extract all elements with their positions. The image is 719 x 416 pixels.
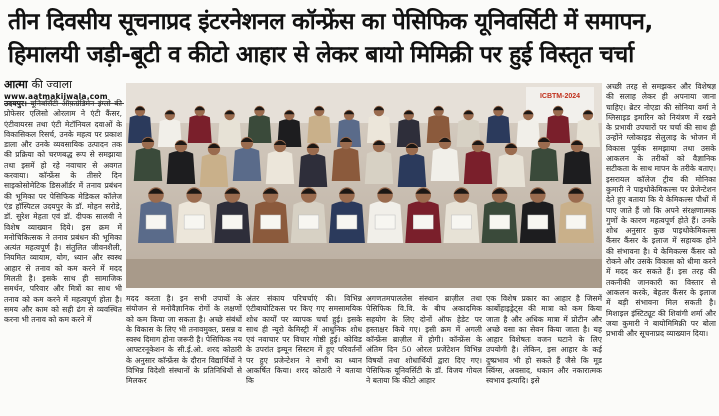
article-column-4 xyxy=(366,294,482,406)
headline xyxy=(8,6,712,72)
certificate-2 xyxy=(222,215,242,229)
article-column-6 xyxy=(606,82,716,406)
column-6-text: अच्छी तरह से समझकर और विशेषज्ञ की सलाह लेकर ही अपनाया जाना चाहिए। ब्रेटर नोएडा की सोनिया वर्मा ने ग्लिसाइड इमारिन को नियंत्रण में रखने के प्रभावी उपचारों पर चर्चा की साथ ही उन्होंने ग्लोकाइड सेलुलाइ के भोजन में विकास पूर्वक समझाया तथा उसके आकलन के तरीकों को वैज्ञानिक सटीकता के साथ मापन के तरीके बताए। इसरायल कॉलेज ट्रीय की मोनिका कुमारी ने पाइथोकेमिकल्स पर प्रेजेन्टेशन देते हुए बताया कि ये केमिकल्स पौधों में पाए जाते हैं जो कि अपने संरक्षणात्मक गुणों के कारण महत्वपूर्ण होते हैं। उनके शोध अनुसार कुछ पाइथोकेमिकल्स कैंसर कैंसर के इलाज में सहायक होने की संभावना है। ये केमिकल्स कैंसर को रोकने और उसके विकास को धीमा करने में मदद कर सकते हैं। इस तरह की तकनीकी जानकारी का विस्तार से आकलन करके, बेहतर कैंसर के इलाज में बड़ी संभावना मिल सकती है। मिशाइल इंस्टिट्यूट की शिवांगी शर्मा और जया कुमारी ने बायोमिमिक्री पर बोला प्रभावी और सूचनाप्रद व्याख्यान दिया। xyxy=(606,82,716,339)
column-2-text: मदद करता है। इन सभी उपायों के संयोजन से मनोवैज्ञानिक रोगों के लक्षणों को कम किया जा सकता है। अच्छे संबंधों के विकास के लिए भी तनावमुक्त, प्रसन्न व स्वस्थ दिमाग होना जरूरी है। पेसिफिक नय आफ्टरनूकेशन के सी.ई.ओ. शरद कोठारी के अनुसार कॉन्फ्रेंस के दौरान विद्यार्थियों ने विभिन्न विदेशी संस्थानों के प्रतिनिधियों से मिलकर xyxy=(126,294,242,386)
certificate-4 xyxy=(299,215,319,229)
dateline: उदयपुर। xyxy=(4,99,27,108)
certificate-11 xyxy=(566,215,586,229)
banner-text: ICBTM-2024 xyxy=(539,93,581,100)
column-4-text: अगणतमपाललेस संस्थान ब्राज़ील तथा पेसिफिक वि.वि. के बीच अकादमिक सहयोग के लिए दोनों ऑफ हेडेट पर हस्ताक्षर किये गए। इसी क्रम में अगली कॉन्फ्रेंस ब्राज़ील में होगी। कॉन्फ्रेंस के अंतिम दिन 50 ओरल प्रजेंटेशन विभिन्न विषयों तथा शोधार्थियों द्वारा दिए गए। पेसिफिक यूनिवर्सिटी के डॉ. विजय गोयल ने बताया कि कीटो आहार xyxy=(366,294,482,386)
column-5-text: एक विशेष प्रकार का आहार है जिसमें कार्बोहाइड्रेट्स की मात्रा को कम किया जाता है और अधिक मात्रा में प्रोटीन और अच्छे वसा का सेवन किया जाता है। यह आहार विशेषतः वजन घटाने के लिए उपयोगी है। लेकिन, इस आहार के कई दुष्प्रभाव भी हो सकते हैं जैसे कि मूड स्विंग्स, अवसाद, थकान और नकारात्मक स्वभाव इत्यादि। इसे xyxy=(486,294,602,386)
headline-line-1: तीन दिवसीय सूचनाप्रद इंटरनेशनल कॉन्फ्रेंस का पेसिफिक यूनिवर्सिटी में समापन, xyxy=(8,9,653,35)
masthead-brand xyxy=(4,77,124,92)
article-column-2 xyxy=(126,294,242,406)
brand-part-2: की ज्वाला xyxy=(31,78,72,91)
article-column-3 xyxy=(246,294,362,406)
certificate-8 xyxy=(451,215,471,229)
article-column-5 xyxy=(486,294,602,406)
headline-line-2: हिमालयी जड़ी-बूटी व कीटो आहार से लेकर बायो मिमिक्री पर हुई विस्तृत चर्चा xyxy=(8,42,634,68)
certificate-3 xyxy=(261,215,281,229)
group-photo-illustration xyxy=(126,83,602,288)
certificate-7 xyxy=(413,215,433,229)
certificate-6 xyxy=(375,215,395,229)
masthead-website[interactable]: www.aatmakijwala.com xyxy=(4,92,108,101)
column-1-text: यूनिवर्सिटी ऑफ़ग्रेडिमेन इंग्लो की प्रोफेसर एलिसो ओरलाम ने एंटी कैंसर, एंटीवायरस तथा एंटी मेटॉनियल दवाओं के विकासिकल रिसर्च, उनके महत्व पर प्रकाश डाला और उनके व्यवसायिक उत्पादन तक की प्रक्रिया को चरणबद्ध रूप से समझाया तथा इसमें हो रहे नवाचार से अवगत करवाया। कॉन्फ्रेंस के तीसरे दिन साइकोसोमेटिक डिसऑर्डर में तनाव प्रबंधन की भूमिका पर पेसिफिक मेडिकल कॉलेज एंड हॉस्पिटल उदयपुर के डॉ. मोहन सरोडे, डॉ. सुरेश मेहता एवं डॉ. दीपक सालवी ने विशेष व्याख्यान दिये। इस क्रम में मनोचिकित्सक ने तनाव प्रबंधन की भूमिका अत्यंत महत्वपूर्ण है। संतुलित जीवनशैली, नियमित व्यायाम, योग, ध्यान और स्वस्थ आहार से तनाव को कम करने में मदद मिलती है। इसके साथ ही सामाजिक समर्थन, परिवार और मित्रों का साथ भी तनाव को कम करने में महत्वपूर्ण होता है। समय और काम को सही ढंग से व्यवस्थित करना भी तनाव को कम करने में xyxy=(4,99,122,325)
certificate-5 xyxy=(337,215,357,229)
certificate-10 xyxy=(528,215,548,229)
certificate-9 xyxy=(490,215,510,229)
column-3-text: अंतर संकाय परिचर्चाएं की। विभिन्न एंटीबायोटिकस पर किए गए समसामयिक शोध कार्यों पर व्यापक चर्चा हुई। इसके साथ ही न्यूरो केमिस्ट्री में आधुनिक शोध एवं नवाचार पर विचार गोष्ठी हुई। कोविड के उपरांत इम्यून सिस्टम में हुए परिवर्तनों पर हुए प्रजेन्टेशन ने सभी का ध्यान आकर्षित किया। शरद कोठारी ने बताया कि xyxy=(246,294,362,386)
certificate-1 xyxy=(184,215,204,229)
certificate-0 xyxy=(146,215,166,229)
floor xyxy=(126,259,602,288)
brand-part-1: आत्मा xyxy=(4,78,28,91)
article-column-1 xyxy=(4,99,122,406)
news-photo xyxy=(126,83,602,288)
